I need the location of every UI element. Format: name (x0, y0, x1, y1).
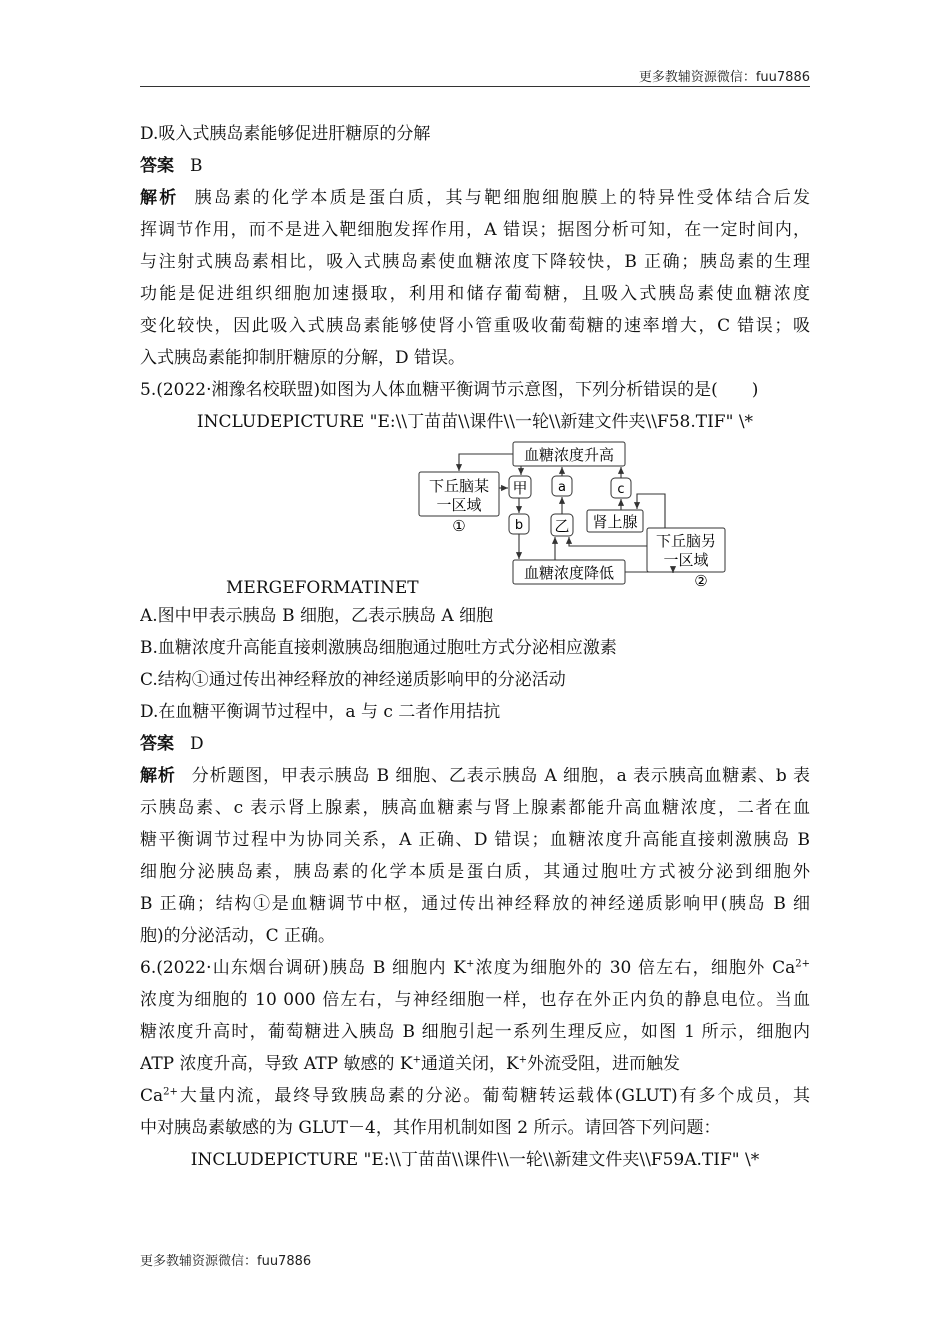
q6-text: )胰岛 B 细胞内 K (322, 958, 466, 978)
answer-value: D (190, 734, 204, 754)
q5-analysis-line-5: B 正确；结构①是血糖调节中枢，通过传出神经释放的神经递质影响甲(胰岛 B 细 (140, 894, 810, 914)
q5-analysis-line-4: 细胞分泌胰岛素，胰岛素的化学本质是蛋白质，其通过胞吐方式被分泌到细胞外 (140, 862, 810, 882)
left-marker: ① (452, 517, 466, 535)
q4-analysis-line-5: 变化较快，因此吸入式胰岛素能够使肾小管重吸收葡萄糖的速率增大，C 错误；吸 (140, 316, 810, 336)
right-box-line2: 一区域 (663, 551, 709, 569)
adrenal-label: 肾上腺 (592, 513, 638, 531)
arrow-right-to-yi (569, 537, 647, 546)
q6-stem-line-5 (140, 1080, 810, 1112)
q6-number: 6.( (140, 958, 163, 978)
q5-source: 2022·湘豫名校联盟 (162, 380, 314, 400)
q4-analysis-line-4: 功能是促进组织细胞加速摄取，利用和储存葡萄糖，且吸入式胰岛素使血糖浓度 (140, 284, 810, 304)
q5-answer (140, 728, 810, 760)
superscript: 2+ (163, 1086, 178, 1098)
diagram-svg (415, 440, 735, 588)
jia-label: 甲 (512, 479, 528, 497)
q6-stem-line-4 (140, 1048, 810, 1080)
page-header: 更多教辅资源微信：fuu7886 (638, 70, 810, 85)
q6-text: ATP 浓度升高，导致 ATP 敏感的 K (140, 1054, 413, 1074)
b-label: b (514, 518, 524, 533)
superscript: + (518, 1054, 528, 1066)
q5-option-c: C.结构①通过传出神经释放的神经递质影响甲的分泌活动 (140, 670, 566, 690)
q6-source: 2022·山东烟台调研 (162, 958, 323, 978)
analysis-text: 分析题图，甲表示胰岛 B 细胞、乙表示胰岛 A 细胞，a 表示胰高血糖素、b 表 (191, 766, 810, 786)
right-marker: ② (694, 572, 708, 588)
answer-value: B (190, 156, 203, 176)
analysis-label: 解析 (140, 188, 179, 208)
answer-label: 答案 (140, 156, 174, 176)
q6-text: 大量内流，最终导致胰岛素的分泌。葡萄糖转运载体(GLUT)有多个成员，其 (177, 1086, 810, 1106)
q6-stem-line-6: 中对胰岛素敏感的为 GLUT－4，其作用机制如图 2 所示。请回答下列问题： (140, 1118, 721, 1138)
blood-glucose-diagram (140, 440, 810, 600)
page-content (140, 118, 810, 1176)
q5-analysis-line-1 (140, 760, 810, 792)
yi-label: 乙 (554, 517, 570, 535)
q6-stem-line-3: 糖浓度升高时，葡萄糖进入胰岛 B 细胞引起一系列生理反应，如图 1 所示，细胞内 (140, 1022, 810, 1042)
q5-option-b: B.血糖浓度升高能直接刺激胰岛细胞通过胞吐方式分泌相应激素 (140, 638, 617, 658)
arrow-top-to-left (459, 454, 513, 471)
q5-stem (140, 374, 810, 406)
q5-analysis-line-3: 糖平衡调节过程中为协同关系，A 正确、D 错误；血糖浓度升高能直接刺激胰岛 B (140, 830, 810, 850)
top-box-label: 血糖浓度升高 (523, 446, 615, 464)
answer-label: 答案 (140, 734, 174, 754)
right-box-line1: 下丘脑另 (655, 532, 717, 550)
q4-analysis-line-1 (140, 182, 810, 214)
q6-text: Ca (140, 1086, 164, 1106)
q4-analysis-line-6: 入式胰岛素能抑制肝糖原的分解，D 错误。 (140, 348, 466, 368)
bottom-box-label: 血糖浓度降低 (523, 564, 615, 582)
q5-number: 5.( (140, 380, 163, 400)
superscript: + (466, 958, 475, 970)
q6-stem-line-2: 浓度为细胞的 10 000 倍左右，与神经细胞一样，也存在外正内负的静息电位。当血 (140, 990, 810, 1010)
q4-analysis-line-2: 挥调节作用，而不是进入靶细胞发挥作用，A 错误；据图分析可知，在一定时间内， (140, 220, 810, 240)
analysis-text: 胰岛素的化学本质是蛋白质，其与靶细胞细胞膜上的特异性受体结合后发 (194, 188, 810, 208)
superscript: + (412, 1054, 421, 1066)
left-box-line2: 一区域 (436, 496, 482, 514)
q6-include-picture: INCLUDEPICTURE "E:\\丁苗苗\\课件\\一轮\\新建文件夹\\F59A.TIF" \* (190, 1150, 760, 1170)
q4-option-d: D.吸入式胰岛素能够促进肝糖原的分解 (140, 124, 431, 144)
c-label: c (617, 482, 625, 497)
q5-stem-text: )如图为人体血糖平衡调节示意图，下列分析错误的是( ) (313, 380, 759, 400)
q6-text: 浓度为细胞外的 30 倍左右，细胞外 Ca (474, 958, 796, 978)
page-footer: 更多教辅资源微信：fuu7886 (140, 1254, 312, 1269)
analysis-label: 解析 (140, 766, 176, 786)
q4-analysis-line-3: 与注射式胰岛素相比，吸入式胰岛素使血糖浓度下降较快，B 正确；胰岛素的生理 (140, 252, 810, 272)
a-label: a (558, 480, 566, 495)
left-box-line1: 下丘脑某 (428, 477, 490, 495)
q4-answer (140, 150, 810, 182)
q5-analysis-line-6: 胞)的分泌活动，C 正确。 (140, 926, 336, 946)
q6-text: 外流受阻，进而触发 (527, 1054, 681, 1074)
q5-option-a: A.图中甲表示胰岛 B 细胞，乙表示胰岛 A 细胞 (140, 606, 494, 626)
q6-stem-line-1 (140, 952, 810, 984)
superscript: 2+ (795, 958, 810, 970)
header-divider (140, 86, 810, 87)
q6-text: 通道关闭，K (420, 1054, 519, 1074)
q5-option-d: D.在血糖平衡调节过程中，a 与 c 二者作用拮抗 (140, 702, 501, 722)
q5-mergeformat: MERGEFORMATINET (226, 578, 419, 598)
q5-include-picture: INCLUDEPICTURE "E:\\丁苗苗\\课件\\一轮\\新建文件夹\\F58.TIF" \* (196, 412, 754, 432)
arrow-bottom-to-right (625, 572, 673, 573)
q5-analysis-line-2: 示胰岛素、c 表示肾上腺素，胰高血糖素与肾上腺素都能升高血糖浓度，二者在血 (140, 798, 810, 818)
